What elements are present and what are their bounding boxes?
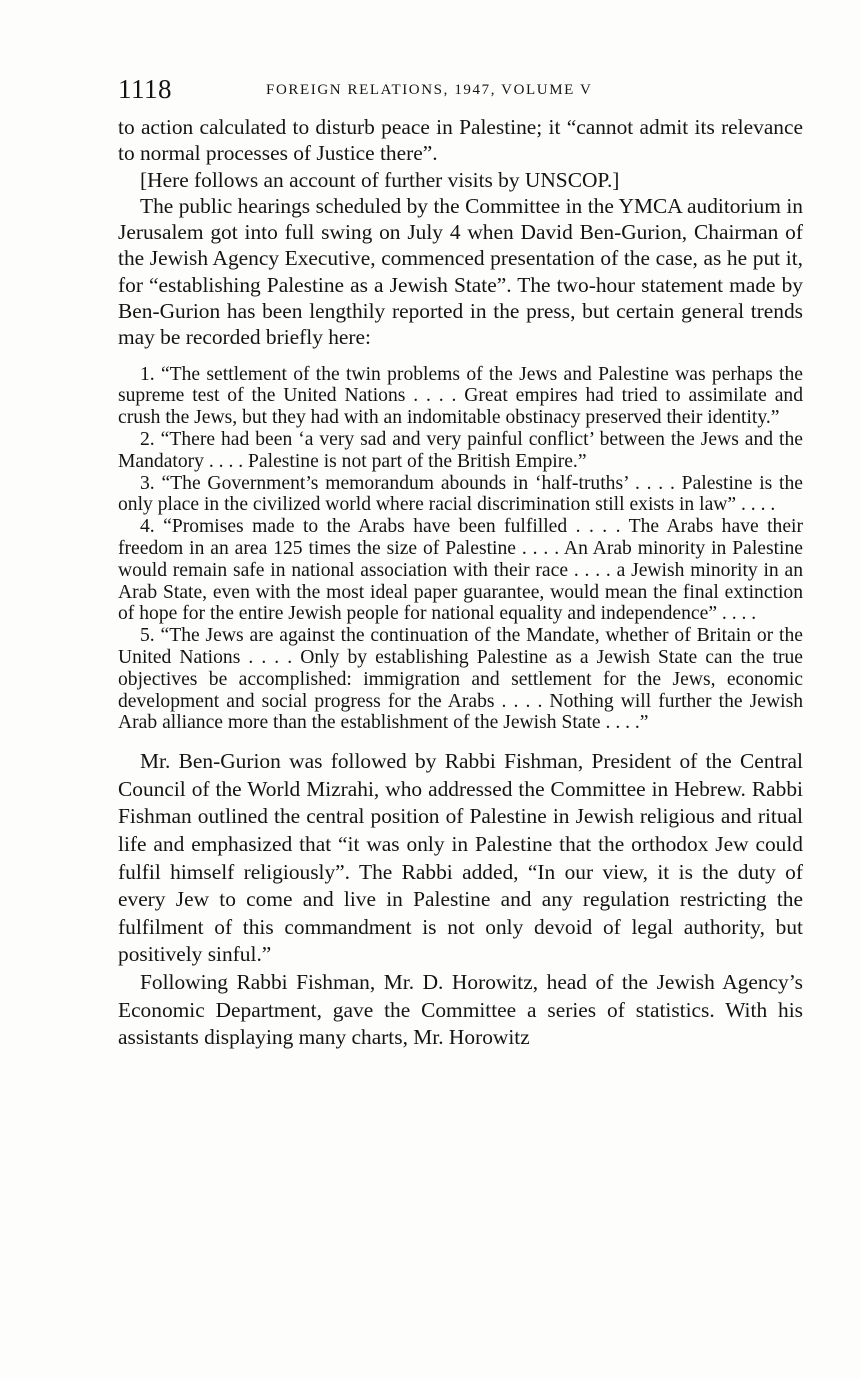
running-head: FOREIGN RELATIONS, 1947, VOLUME V	[266, 82, 593, 98]
statement-item-5: 5. “The Jews are against the continuation of the Mandate, whether of Britain or the United Nations . . . . Only by establishing Palestine as a Jewish State can the true objectives be accomplished: immigration and settlement for the Jews, economic development and social progress for the Arabs . . . . Nothing will further the Jewish Arab alliance more than the establishment of the Jewish State . . . .”	[118, 625, 803, 734]
document-page	[118, 74, 803, 1052]
statement-item-1: 1. “The settlement of the twin problems of the Jews and Palestine was perhaps the supreme test of the United Nations . . . . Great empires had tried to assimilate and crush the Jews, but they had with an indomitable obstinacy preserved their identity.”	[118, 363, 803, 429]
ben-gurion-statement-list	[118, 364, 803, 735]
statement-item-2: 2. “There had been ‘a very sad and very painful conflict’ between the Jews and the Mandatory . . . . Palestine is not part of the British Empire.”	[118, 429, 803, 472]
horowitz-paragraph: Following Rabbi Fishman, Mr. D. Horowitz, head of the Jewish Agency’s Economic Department, gave the Committee a series of statistics. With his assistants displaying many charts, Mr. Horowitz	[118, 969, 803, 1050]
statement-item-3: 3. “The Government’s memorandum abounds in ‘half-truths’ . . . . Palestine is the only place in the civilized world where racial discrimination still exists in law” . . . .	[118, 472, 803, 516]
page-number: 1118	[118, 74, 172, 104]
bracket-note: [Here follows an account of further visits by UNSCOP.]	[140, 167, 620, 192]
statement-item-4: 4. “Promises made to the Arabs have been fulfilled . . . . The Arabs have their freedom in an area 125 times the size of Palestine . . . . An Arab minority in Palestine would remain safe in national association with their race . . . . a Jewish minority in an Arab State, even with the most ideal paper guarantee, would mean the final extinction of hope for the entire Jewish people for national equality and independence” . . . .	[118, 516, 803, 625]
page-header	[118, 74, 803, 114]
continuation-paragraph: to action calculated to disturb peace in Palestine; it “cannot admit its relevance to normal processes of Justice there”.	[118, 115, 803, 166]
hearings-paragraph: The public hearings scheduled by the Committee in the YMCA auditorium in Jerusalem got into full swing on July 4 when David Ben-Gurion, Chairman of the Jewish Agency Executive, commenced presentation of the case, as he put it, for “establishing Palestine as a Jewish State”. The two-hour statement made by Ben-Gurion has been lengthily reported in the press, but certain general trends may be recorded briefly here:	[118, 193, 803, 350]
fishman-paragraph: Mr. Ben-Gurion was followed by Rabbi Fishman, President of the Central Council of the World Mizrahi, who addressed the Committee in Hebrew. Rabbi Fishman outlined the central position of Palestine in Jewish religious and ritual life and emphasized that “it was only in Palestine that the orthodox Jew could fulfil himself religiously”. The Rabbi added, “In our view, it is the duty of every Jew to come and live in Palestine and any regulation restricting the fulfilment of this commandment is not only devoid of legal authority, but positively sinful.”	[118, 749, 803, 967]
